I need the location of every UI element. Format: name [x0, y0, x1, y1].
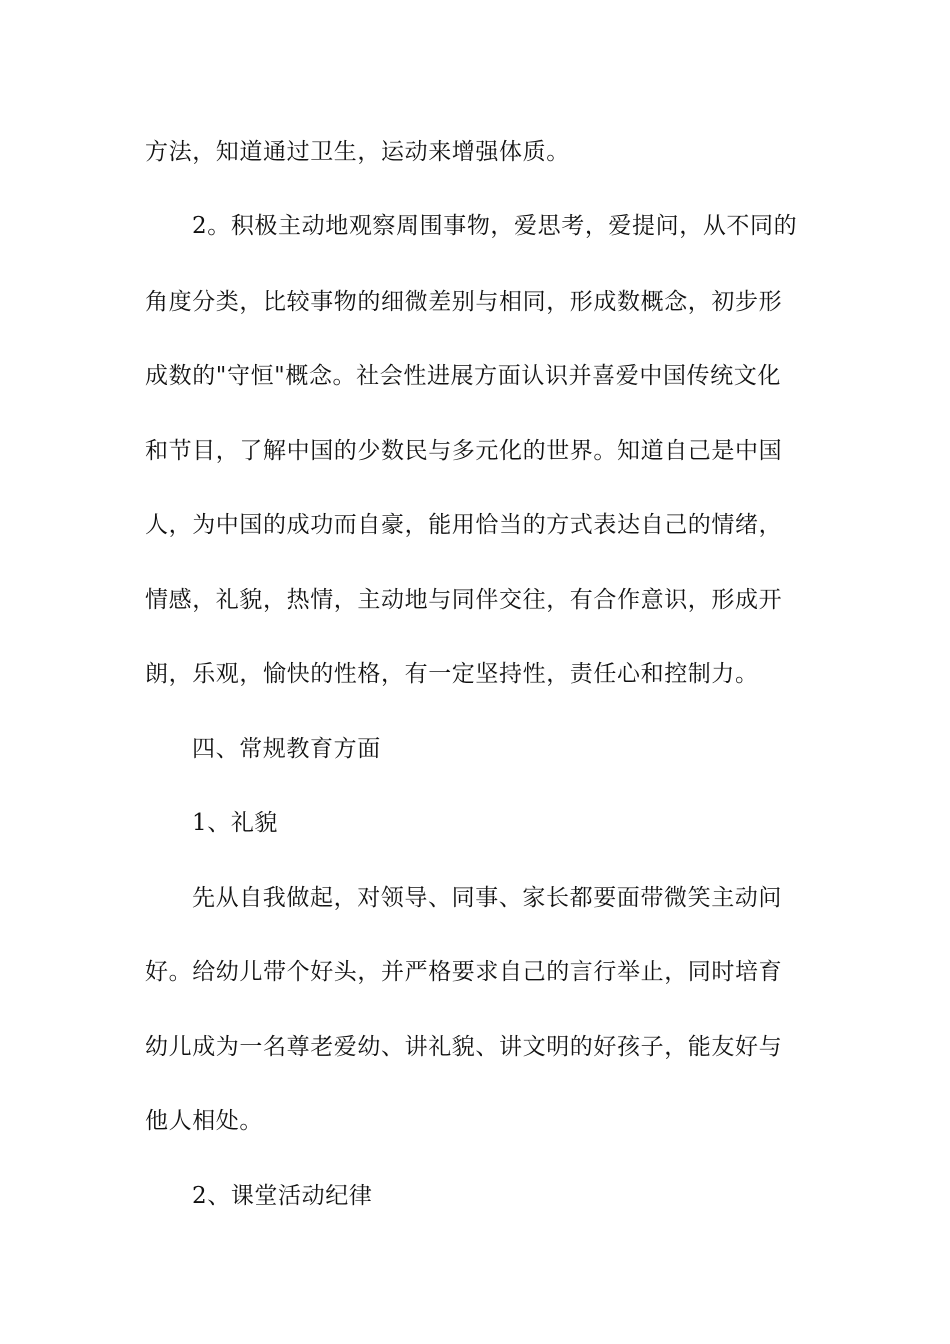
subheading-classroom-discipline: 2、课堂活动纪律	[192, 1183, 373, 1209]
text-line-13: 幼儿成为一名尊老爱幼、讲礼貌、讲文明的好孩子，能友好与	[145, 1034, 783, 1060]
text-line-5: 和节目，了解中国的少数民与多元化的世界。知道自己是中国	[145, 438, 783, 464]
text-line-12: 好。给幼儿带个好头，并严格要求自己的言行举止，同时培育	[145, 959, 783, 985]
section-heading: 四、常规教育方面	[192, 736, 381, 762]
text-line-14: 他人相处。	[145, 1108, 263, 1134]
text-line-2: 2。积极主动地观察周围事物，爱思考，爱提问，从不同的	[192, 213, 798, 239]
subheading-courtesy: 1、礼貌	[192, 810, 279, 836]
text-line-3: 角度分类，比较事物的细微差别与相同，形成数概念，初步形	[145, 289, 783, 315]
text-line-4: 成数的"守恒"概念。社会性进展方面认识并喜爱中国传统文化	[145, 363, 781, 389]
text-line-11: 先从自我做起，对领导、同事、家长都要面带微笑主动问	[192, 885, 782, 911]
text-line-6: 人，为中国的成功而自豪，能用恰当的方式表达自己的情绪，	[145, 512, 783, 538]
text-line-7: 情感，礼貌，热情，主动地与同伴交往，有合作意识，形成开	[145, 587, 783, 613]
text-line-8: 朗，乐观，愉快的性格，有一定坚持性，责任心和控制力。	[145, 661, 759, 687]
text-line-1: 方法，知道通过卫生，运动来增强体质。	[145, 139, 570, 165]
